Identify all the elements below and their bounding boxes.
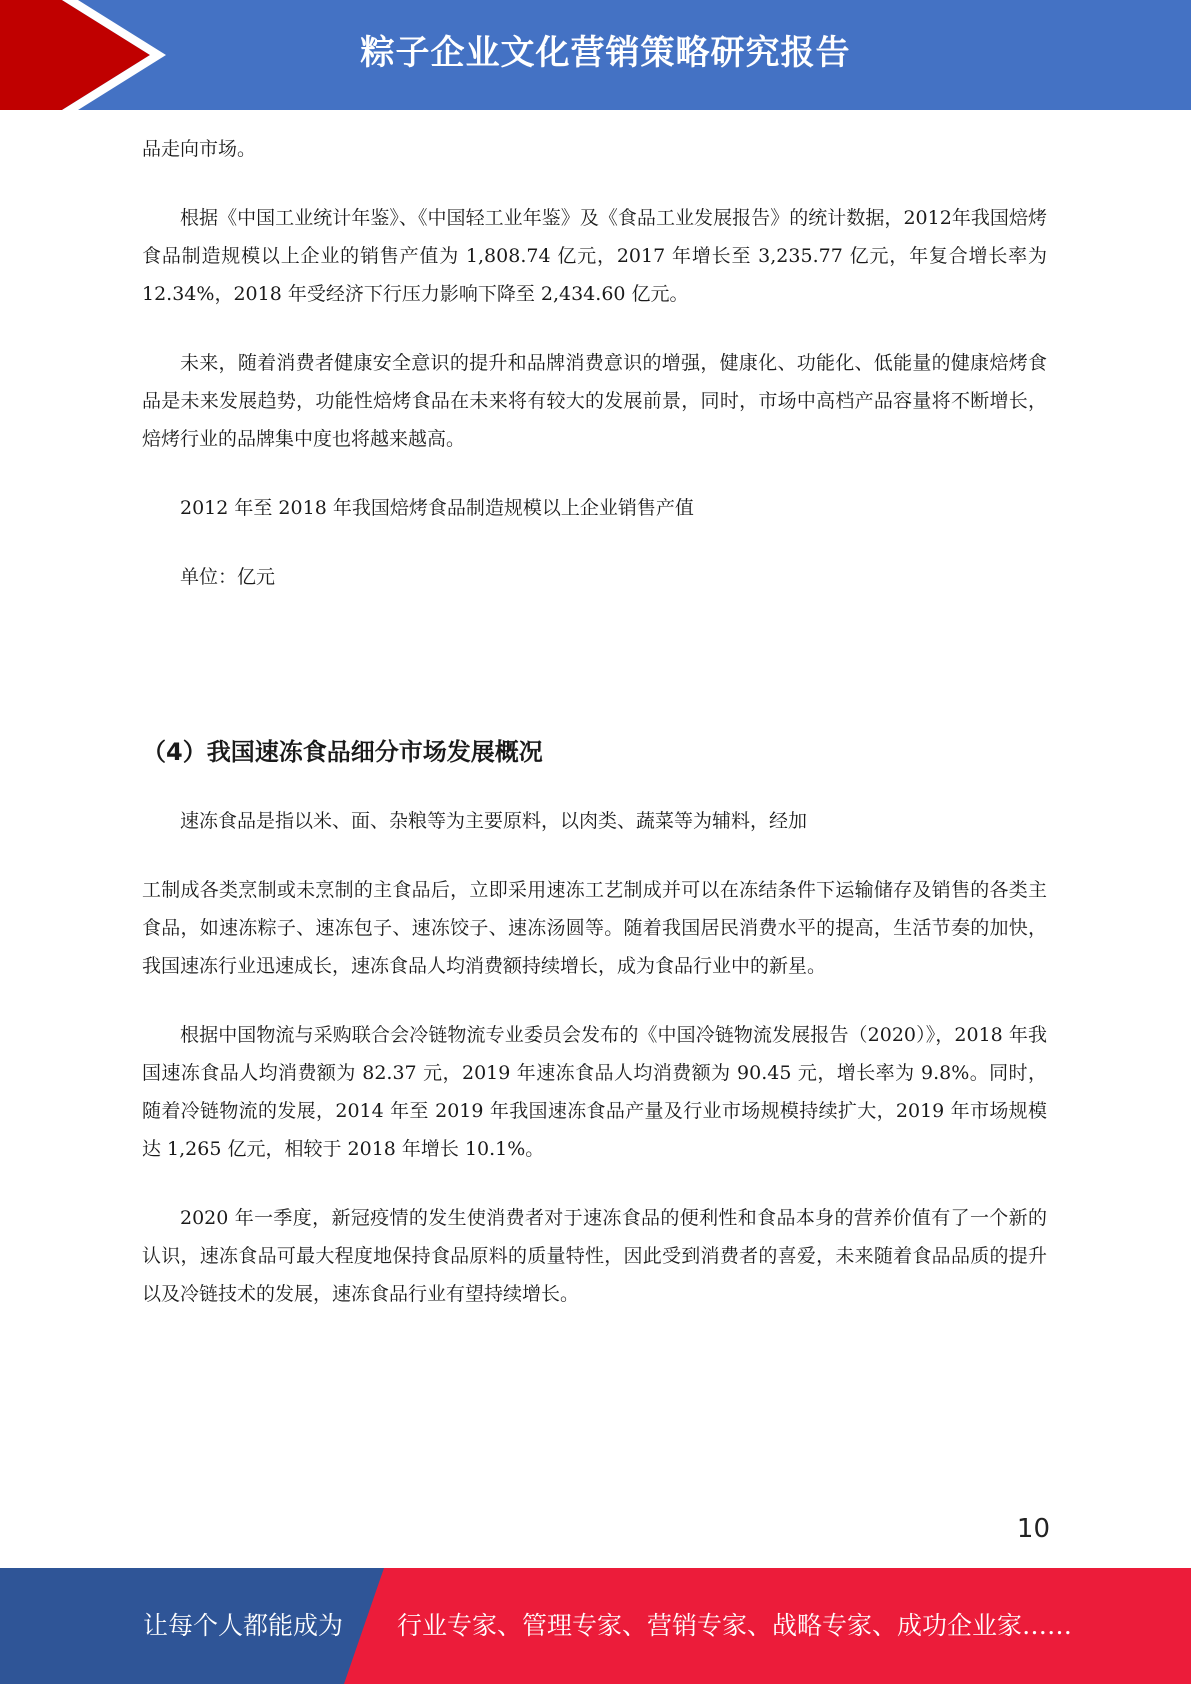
- paragraph-frozen-outlook: 2020 年一季度，新冠疫情的发生使消费者对于速冻食品的便利性和食品本身的营养价值有了一个新的认识，速冻食品可最大程度地保持食品原料的质量特性，因此受到消费者的喜爱，未来随着食品品质的提升以及冷链技术的发展，速冻食品行业有望持续增长。: [142, 1207, 1047, 1305]
- section-heading: （4）我国速冻食品细分市场发展概况: [142, 738, 543, 766]
- footer-slogan-left: 让每个人都能成为: [143, 1611, 344, 1640]
- report-title: 粽子企业文化营销策略研究报告: [360, 33, 851, 73]
- footer-slogan-right: 行业专家、管理专家、营销专家、战略专家、成功企业家……: [397, 1611, 1073, 1640]
- main-content: [142, 130, 1047, 1344]
- paragraph-bakery-outlook: 未来，随着消费者健康安全意识的提升和品牌消费意识的增强，健康化、功能化、低能量的健康焙烤食品是未来发展趋势，功能性焙烤食品在未来将有较大的发展前景，同时，市场中高档产品容量将不断增长，焙烤行业的品牌集中度也将越来越高。: [142, 352, 1047, 450]
- paragraph-continuation: 品走向市场。: [142, 138, 257, 160]
- paragraph-bakery-stats: 根据《中国工业统计年鉴》、《中国轻工业年鉴》及《食品工业发展报告》的统计数据，2012年我国焙烤食品制造规模以上企业的销售产值为 1,808.74 亿元，2017 年增长至 3,235.77 亿元，年复合增长率为 12.34%，2018 年受经济下行压力影响下降至 2,434.60 亿元。: [142, 207, 1047, 305]
- chart-placeholder-space: [142, 627, 1047, 733]
- paragraph-frozen-definition: 速冻食品是指以米、面、杂粮等为主要原料，以肉类、蔬菜等为辅料，经加: [180, 810, 808, 832]
- paragraph-frozen-stats: 根据中国物流与采购联合会冷链物流专业委员会发布的《中国冷链物流发展报告（2020）》，2018 年我国速冻食品人均消费额为 82.37 元，2019 年速冻食品人均消费额为 90.45 元，增长率为 9.8%。同时，随着冷链物流的发展，2014 年至 2019 年我国速冻食品产量及行业市场规模持续扩大，2019 年市场规模达 1,265 亿元，相较于 2018 年增长 10.1%。: [142, 1024, 1047, 1160]
- page-footer: [0, 1568, 1191, 1684]
- paragraph-frozen-growth: 工制成各类烹制或未烹制的主食品后，立即采用速冻工艺制成并可以在冻结条件下运输储存及销售的各类主食品，如速冻粽子、速冻包子、速冻饺子、速冻汤圆等。随着我国居民消费水平的提高，生活节奏的加快，我国速冻行业迅速成长，速冻食品人均消费额持续增长，成为食品行业中的新星。: [142, 879, 1047, 977]
- page-header: [0, 0, 1191, 110]
- chart-caption: 2012 年至 2018 年我国焙烤食品制造规模以上企业销售产值: [180, 497, 694, 519]
- page-number: 10: [1016, 1514, 1050, 1544]
- unit-label: 单位：亿元: [180, 566, 276, 588]
